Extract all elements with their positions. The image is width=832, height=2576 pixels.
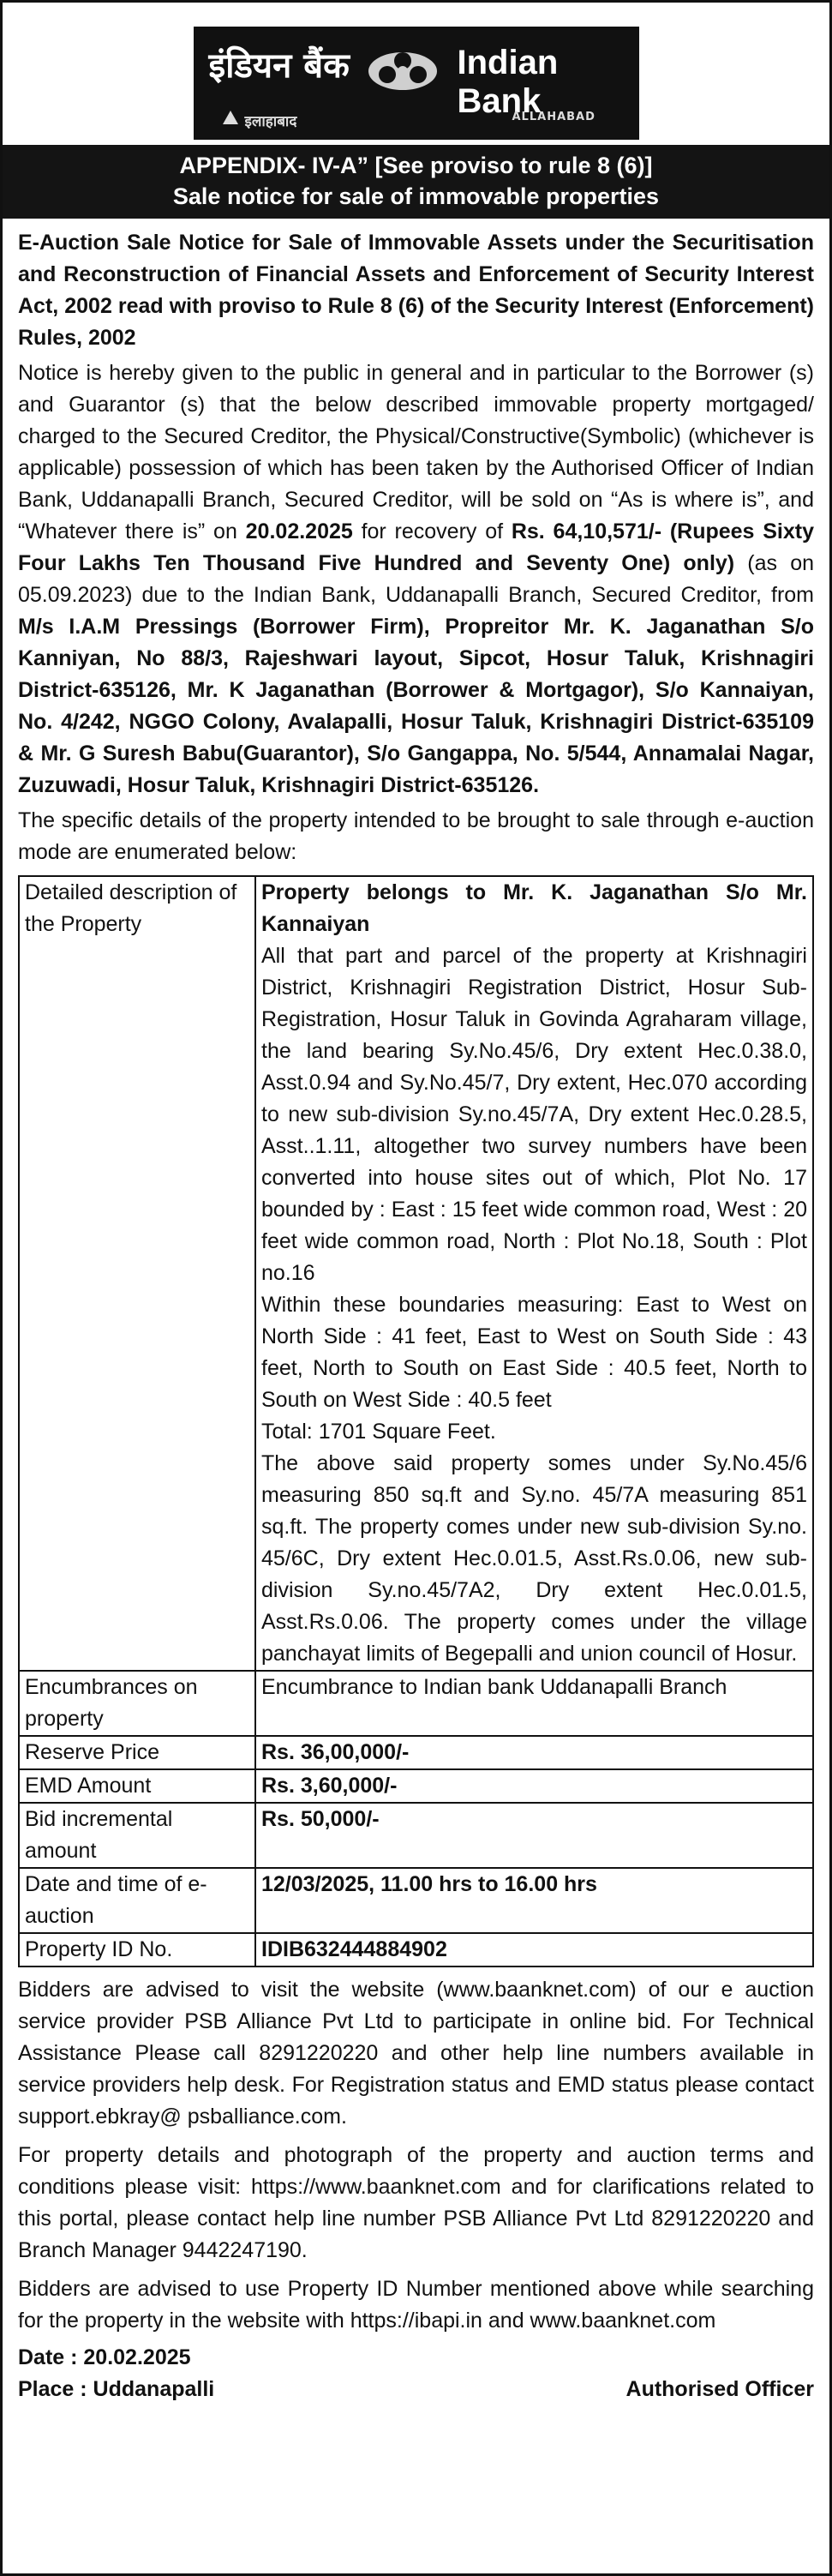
spec-intro: The specific details of the property intended to be brought to sale through e-auction mode are enumerated below:	[18, 808, 814, 864]
logo-english-name: Indian Bank	[457, 44, 559, 120]
logo-hindi-name: इंडियन बैंक	[208, 46, 350, 86]
table-row	[19, 1769, 813, 1803]
triangle-icon	[223, 111, 238, 124]
footer-date: Date : 20.02.2025	[18, 2345, 191, 2369]
table-row	[19, 876, 813, 1671]
description-label: Detailed description of the Property	[19, 876, 255, 1671]
borrower-details: M/s I.A.M Pressings (Borrower Firm), Propreitor Mr. K. Jaganathan S/o Kanniyan, No 88/3, Rajeshwari layout, Sipcot, Hosur Taluk, Krishnagiri District-635126, Mr. K Jaganathan (Borrower & Mortgagor), S/o Kannaiyan, No. 4/242, NGGO Colony, Avalapalli, Hosur Taluk, Krishnagiri District-635109 & Mr. G Suresh Babu(Guarantor), S/o Gangappa, No. 5/544, Annamalai Nagar, Zuzuwadi, Hosur Taluk, Krishnagiri District-635126.	[18, 615, 814, 797]
bidder-website-paragraph: Bidders are advised to visit the website (www.baanknet.com) of our e auction service provider PSB Alliance Pvt Ltd to participate in online bid. For Technical Assistance Please call 8291220220 and other help line numbers available in service providers help desk. For Registration status and EMD status please contact support.ebkray@ psballiance.com.	[18, 1978, 814, 2129]
bid-increment-value: Rs. 50,000/-	[255, 1803, 813, 1868]
table-row	[19, 1671, 813, 1736]
footer-place: Place : Uddanapalli	[18, 2377, 215, 2401]
sale-date: 20.02.2025	[245, 519, 353, 543]
property-details-paragraph: For property details and photograph of the property and auction terms and conditions please visit: https://www.baanknet.com and for clarifications related to this portal, please contact help line number PSB Alliance Pvt Ltd 8291220220 and Branch Manager 9442247190.	[18, 2143, 814, 2262]
recovery-amount: Rs. 64,10,571/- (Rupees Sixty Four Lakhs Ten Thousand Five Hundred and Seventy One) only)	[18, 519, 815, 575]
description-value	[255, 876, 813, 1671]
property-details-table	[18, 875, 814, 1967]
logo-sub-english: ALLAHABAD	[512, 111, 596, 123]
table-row	[19, 1933, 813, 1967]
bid-increment-label: Bid incremental amount	[19, 1803, 255, 1868]
property-id-search-paragraph: Bidders are advised to use Property ID Number mentioned above while searching for the property in the website with https://ibapi.in and www.baanknet.com	[18, 2277, 814, 2333]
table-row	[19, 1803, 813, 1868]
description-para-2: Within these boundaries measuring: East to West on North Side : 41 feet, East to West on South Side : 43 feet, North to South on East Side : 40.5 feet, North to South on West Side : 40.5 feet	[261, 1293, 807, 1412]
notice-text-2: for recovery of	[352, 519, 512, 543]
notice-paragraph	[18, 357, 814, 802]
property-owner-title: Property belongs to Mr. K. Jaganathan S/o Mr. Kannaiyan	[261, 880, 807, 936]
notice-text-1: Notice is hereby given to the public in general and in particular to the Borrower (s) and Guarantor (s) that the below described immovable property mortgaged/ charged to the Secured Creditor, the Physical/Constructive(Symbolic) (whichever is applicable) possession of which has been taken by the Authorised Officer of Indian Bank, Uddanapalli Branch, Secured Creditor, will be sold on “As is where is”, and “Whatever there is” on	[18, 361, 814, 543]
emd-amount-value: Rs. 3,60,000/-	[255, 1769, 813, 1803]
indian-bank-logo	[194, 27, 639, 140]
reserve-price-label: Reserve Price	[19, 1736, 255, 1769]
auction-datetime-value: 12/03/2025, 11.00 hrs to 16.00 hrs	[255, 1868, 813, 1933]
property-id-value: IDIB632444884902	[255, 1933, 813, 1967]
signature-block	[18, 2342, 814, 2405]
description-para-3: Total: 1701 Square Feet.	[261, 1420, 496, 1444]
authorised-officer: Authorised Officer	[625, 2377, 814, 2401]
description-para-1: All that part and parcel of the property at Krishnagiri District, Krishnagiri Registration District, Hosur Sub-Registration, Hosur Taluk in Govinda Agraharam village, the land bearing Sy.No.45/6, Dry extent Hec.0.38.0, Asst.0.94 and Sy.No.45/7, Dry extent, Hec.070 according to new sub-division Sy.no.45/7A, Dry extent Hec.0.28.5, Asst..1.11, altogether two survey numbers have been converted into house sites out of which, Plot No. 17 bounded by : East : 15 feet wide common road, West : 20 feet wide common road, North : Plot No.18, South : Plot no.16	[261, 944, 807, 1285]
notice-text-3: (as on 05.09.2023) due to the Indian Bank, Uddanapalli Branch, Secured Creditor, from	[18, 551, 814, 607]
table-row	[19, 1736, 813, 1769]
emd-amount-label: EMD Amount	[19, 1769, 255, 1803]
title-band	[3, 145, 829, 219]
appendix-title: APPENDIX- IV-A” [See proviso to rule 8 (6)]	[179, 153, 653, 178]
encumbrances-label: Encumbrances on property	[19, 1671, 255, 1736]
encumbrances-value: Encumbrance to Indian bank Uddanapalli Branch	[255, 1671, 813, 1736]
sale-notice-title: Sale notice for sale of immovable properties	[172, 183, 660, 209]
bank-emblem-icon	[363, 45, 442, 93]
reserve-price-value: Rs. 36,00,000/-	[255, 1736, 813, 1769]
description-para-4: The above said property somes under Sy.No.45/6 measuring 850 sq.ft and Sy.no. 45/7A measuring 851 sq.ft. The property comes under new sub-division Sy.no. 45/6C, Dry extent Hec.0.01.5, Asst.Rs.0.06, new sub-division Sy.no.45/7A2, Dry extent Hec.0.01.5, Asst.Rs.0.06. The property comes under the village panchayat limits of Begepalli and union council of Hosur.	[261, 1451, 807, 1666]
auction-datetime-label: Date and time of e-auction	[19, 1868, 255, 1933]
property-id-label: Property ID No.	[19, 1933, 255, 1967]
table-row	[19, 1868, 813, 1933]
logo-sub-hindi: इलाहाबाद	[244, 113, 297, 130]
auction-intro: E-Auction Sale Notice for Sale of Immovable Assets under the Securitisation and Reconstruction of Financial Assets and Enforcement of Security Interest Act, 2002 read with proviso to Rule 8 (6) of the Security Interest (Enforcement) Rules, 2002	[18, 231, 814, 350]
